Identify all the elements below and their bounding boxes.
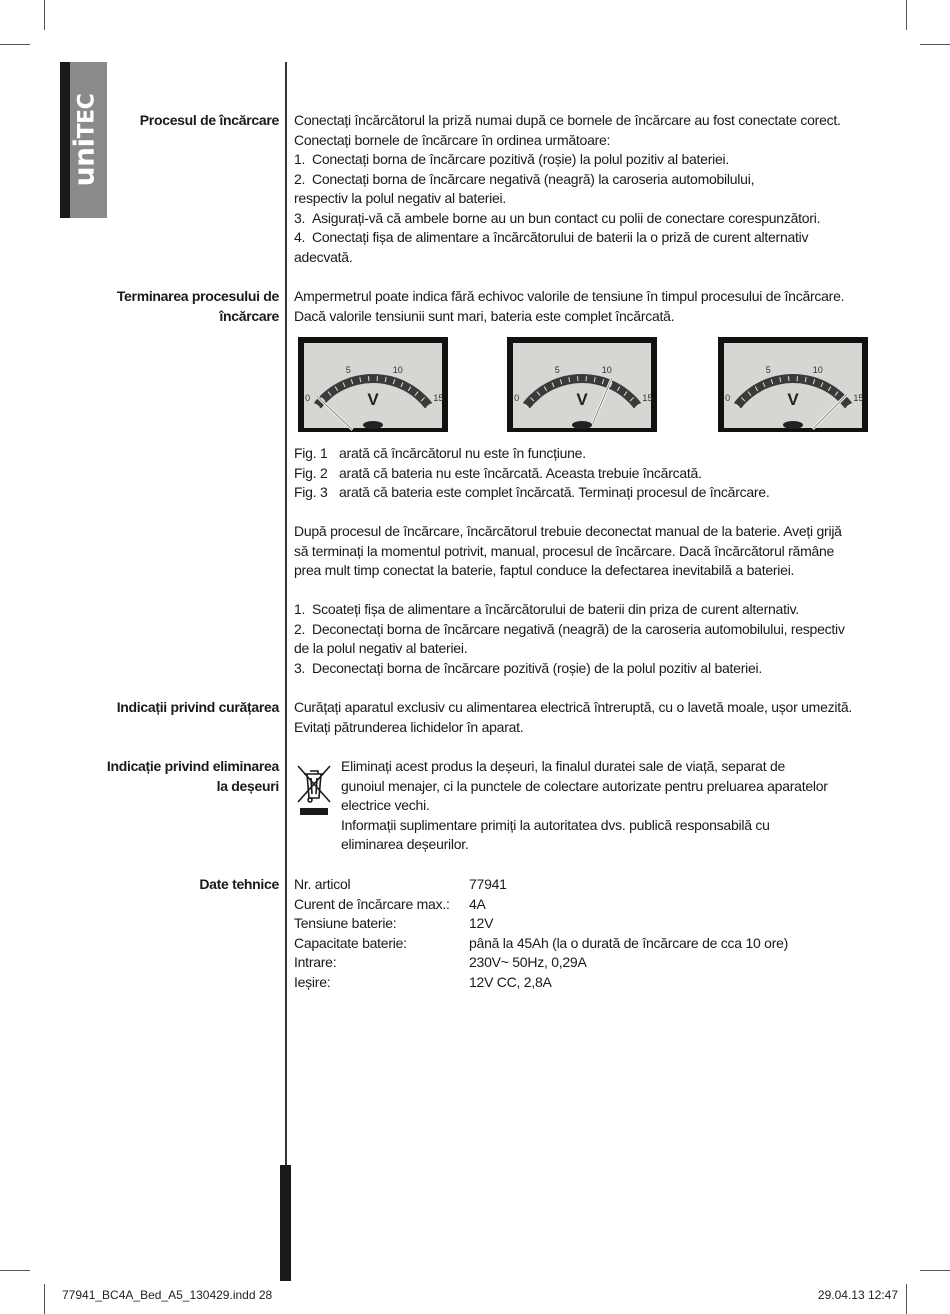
disposal-text: Eliminați acest produs la deșeuri, la finalul duratei sale de viață, separat de gunoiul menajer, ci la punctele de colectare autorizate pentru preluarea aparatelor electrice vechi. Informații suplimentare primiți la autoritatea dvs. publică responsabilă cu eliminarea deșeurilor.	[341, 758, 828, 852]
crop-mark	[920, 44, 950, 45]
meter-tick-label: 5	[554, 364, 560, 375]
section-label-disposal: Indicație privind eliminarea la deșeuri	[106, 758, 279, 794]
figure-caption: Fig. 1 arată că încărcătorul nu este în funcțiune.	[294, 445, 586, 461]
table-row: Curent de încărcare max.: 4A	[294, 895, 486, 912]
meter-tick-label: 15	[642, 392, 653, 403]
crop-mark	[44, 1284, 45, 1314]
meter-face	[304, 343, 442, 428]
figure-1-meter	[298, 337, 448, 432]
meter-tick-label: 0	[725, 392, 731, 403]
crossed-bin-icon	[294, 762, 334, 822]
crop-mark	[906, 1284, 907, 1314]
list-item: 2. Conectați borna de încărcare negativă (neagră) la caroseria automobilului, respectiv la polul negativ al bateriei.	[294, 170, 755, 206]
crop-mark	[0, 44, 30, 45]
meter-unit-label: V	[576, 390, 588, 409]
meter-pivot	[783, 421, 803, 429]
meter-pivot	[363, 421, 383, 429]
meter-unit-label: V	[367, 390, 379, 409]
meter-pivot	[572, 421, 592, 429]
meter-tick-label: 15	[433, 392, 444, 403]
crop-mark	[906, 0, 907, 30]
cleaning-text: Curățați aparatul exclusiv cu alimentarea electrică întreruptă, cu o lavetă moale, ușor umezită. Evitați pătrunderea lichidelor în aparat.	[294, 699, 853, 735]
section-label-end: Terminarea procesului de încărcare	[116, 288, 279, 324]
meter-tick-label: 0	[514, 392, 520, 403]
charging-instructions: Conectați încărcătorul la priză numai după ce bornele de încărcare au fost conectate corect. Conectați bornele de încărcare în ordinea următoare: 1. Conectați borna de încărcare pozitivă (roșie) la polul pozitiv al bateriei. 2. Conectați borna de încărcare negativă (neagră) la caroseria automobilului, respectiv la polul negativ al bateriei. 3. Asigurați-vă că ambele borne au un bun contact cu polii de conectare corespunzători. 4. Conectați fișa de alimentare a încărcătorului de baterii la o priză de curent alternativ adecvată.	[294, 111, 894, 267]
footer-timestamp: 29.04.13 12:47	[817, 1288, 898, 1302]
table-row: Intrare: 230V~ 50Hz, 0,29A	[294, 954, 587, 970]
meter-tick-label: 0	[305, 392, 311, 403]
table-row: Nr. articol 77941	[294, 876, 507, 892]
list-item: 3. Deconectați borna de încărcare pozitivă (roșie) de la polul pozitiv al bateriei.	[294, 659, 763, 676]
page-edge-marker	[280, 1165, 291, 1281]
column-divider	[285, 62, 287, 1272]
meter-tick-label: 10	[601, 364, 612, 375]
section-label-cleaning: Indicații privind curățarea	[116, 699, 279, 715]
meter-face	[513, 343, 651, 428]
crop-mark	[920, 1270, 950, 1271]
brand-logo-text: uniTEC	[67, 93, 101, 187]
figure-captions	[294, 444, 894, 503]
meter-tick-label: 10	[812, 364, 823, 375]
table-row: Tensiune baterie: 12V	[294, 915, 494, 931]
meter-unit-label: V	[787, 390, 799, 409]
crop-mark	[0, 1270, 30, 1271]
list-item: 4. Conectați fișa de alimentare a încărcătorului de baterii la o priză de curent alternativ adecvată.	[294, 229, 809, 265]
list-item: 3. Asigurați-vă că ambele borne au un bun contact cu polii de conectare corespunzători.	[294, 209, 821, 226]
figure-caption: Fig. 2 arată că bateria nu este încărcată. Aceasta trebuie încărcată.	[294, 464, 702, 481]
meter-tick-label: 5	[765, 364, 771, 375]
footer-filename: 77941_BC4A_Bed_A5_130429.indd 28	[62, 1288, 273, 1302]
crop-mark	[44, 0, 45, 30]
meter-face	[724, 343, 862, 428]
disconnect-steps	[294, 600, 894, 678]
figure-3-meter	[718, 337, 868, 432]
table-row: Capacitate baterie: până la 45Ah (la o durată de încărcare de cca 10 ore)	[294, 934, 789, 951]
tech-specs-table	[294, 875, 788, 992]
list-item: 2. Deconectați borna de încărcare negativă (neagră) de la caroseria automobilului, respectiv de la polul negativ al bateriei.	[294, 620, 845, 656]
end-intro: Ampermetrul poate indica fără echivoc valorile de tensiune în timpul procesului de încărcare. Dacă valorile tensiunii sunt mari, bateria este complet încărcată.	[294, 288, 845, 324]
table-row: Ieșire: 12V CC, 2,8A	[294, 973, 552, 990]
list-item: 1. Scoateți fișa de alimentare a încărcătorului de baterii din priza de curent alternativ.	[294, 601, 799, 617]
meter-tick-label: 15	[853, 392, 864, 403]
after-charging-text: După procesul de încărcare, încărcătorul trebuie deconectat manual de la baterie. Aveți grijă să terminați la momentul potrivit, manual, procesul de încărcare. Dacă încărcătorul rămâne prea mult timp conectat la baterie, faptul conduce la defectarea inevitabilă a bateriei.	[294, 523, 842, 578]
section-label-charging: Procesul de încărcare	[139, 112, 279, 128]
meter-tick-label: 10	[392, 364, 403, 375]
list-item: 1. Conectați borna de încărcare pozitivă (roșie) la polul pozitiv al bateriei.	[294, 151, 730, 167]
meter-tick-label: 5	[345, 364, 351, 375]
figure-caption: Fig. 3 arată că bateria este complet încărcată. Terminați procesul de încărcare.	[294, 484, 770, 500]
figure-2-meter	[507, 337, 657, 432]
section-label-tech: Date tehnice	[199, 876, 279, 892]
